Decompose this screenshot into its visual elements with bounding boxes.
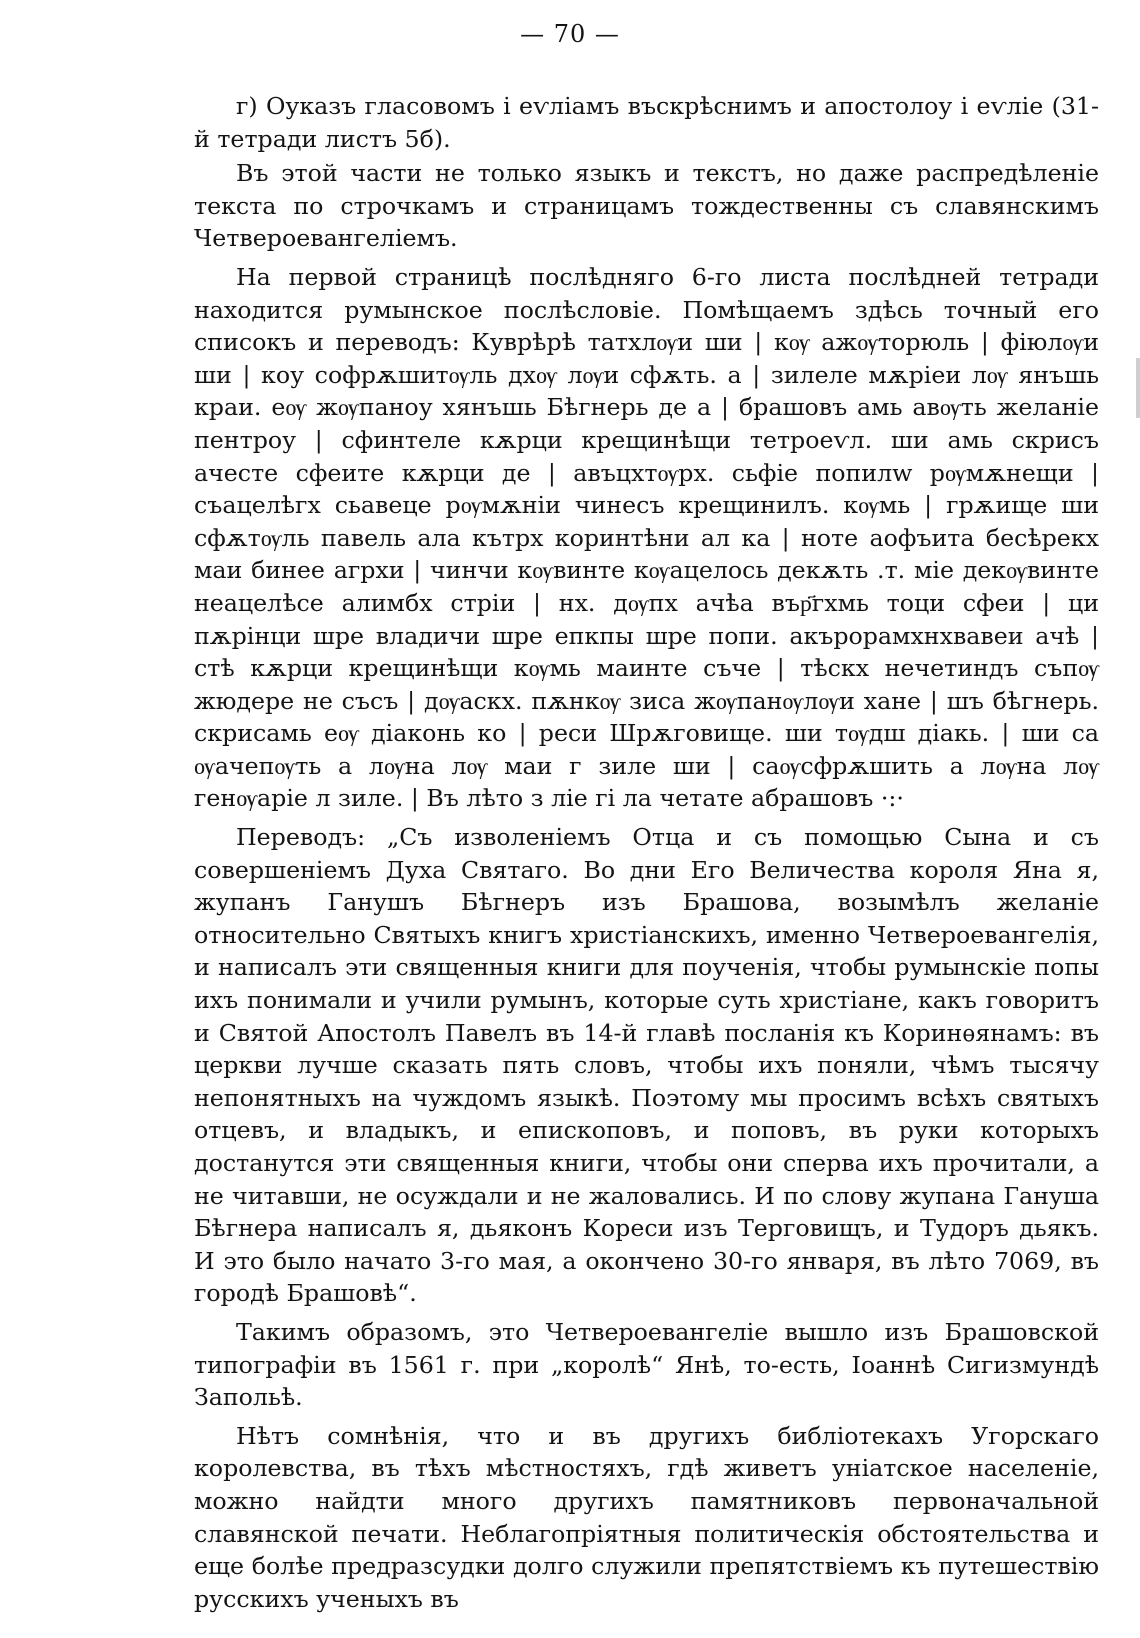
paragraph-language-note: Въ этой части не только языкъ и текстъ, но даже распредѣленіе текста по строчкамъ и страницамъ тождественны съ славянскимъ Четвероевангеліемъ. <box>194 159 1099 253</box>
paragraph-translation: Переводъ: „Съ изволеніемъ Отца и съ помощью Сына и съ совершеніемъ Духа Святаго. Во дни Его Величества короля Яна я, жупанъ Ганушъ Бѣгнеръ изъ Брашова, возымѣлъ желаніе относительно Святыхъ книгъ христіанскихъ, именно Четвероевангелія, и написалъ эти священныя книги для поученія, чтобы румынскіе попы ихъ понимали и учили румынъ, которые суть христіане, какъ говоритъ и Святой Апостолъ Павелъ въ 14-й главѣ посланія къ Коринѳянамъ: въ церкви лучше сказать пять словъ, чтобы ихъ поняли, чѣмъ тысячу непонятныхъ на чуждомъ языкѣ. Поэтому мы просимъ всѣхъ святыхъ отцевъ, и владыкъ, и епископовъ, и поповъ, въ руки которыхъ достанутся эти священныя книги, чтобы они сперва ихъ прочитали, а не читавши, не осуждали и не жаловались. И по слову жупана Гануша Бѣгнера написалъ я, дьяконъ Кореси изъ Терговищъ, и Тудоръ дьякъ. И это было начато 3-го мая, а окончено 30-го января, въ лѣто 7069, въ городѣ Брашовѣ“. <box>194 823 1099 1308</box>
paragraph-conclusion: Такимъ образомъ, это Четвероевангеліе вышло изъ Брашовской типографіи въ 1561 г. при „королѣ“ Янѣ, то-есть, Іоаннѣ Сигизмундѣ Запольѣ. <box>194 1317 1099 1412</box>
page-number: — 70 — <box>520 20 620 48</box>
edge-mark <box>1136 358 1140 418</box>
paragraph-romanian-afterword: На первой страницѣ послѣдняго 6-го листа послѣдней тетради находится румынское послѣсловіе. Помѣщаемъ здѣсь точный его списокъ и переводъ: Куврѣрѣ татхлѹи ши | кѹ ажѹторюль | фіюлѹи ши | коу софрѫшитѹль дхѹ лѹи сфѫть. а | зилеле мѫріеи лѹ янъшь краи. еѹ жѹпаноу хянъшь Бѣгнерь де а | брашовъ амь авѹть желаніе пентроу | сфинтеле кѫрци крещинѣщи тетроеѵл. ши амь скрисъ ачесте сфеите кѫрци де | авъцхтѹрх. сьфіе попилw рѹмѫнещи | съацелѣгх сьавеце рѹмѫніи чинесъ крещинилъ. кѹмь | грѫище ши сфѫтѹль павель ала кътрх коринтѣни ал ка | ноте аофъита бесѣрекх маи бинее агрхи | чинчи кѹвинте кѹацелось декѫть .т. міе декѹвинте неацелѣсе алимбх стріи | нх. дѹпх ачѣа вър҃гхмь тоци сфеи | ци пѫрінци шре владичи шре епкпы шре попи. акърорамхнхвавеи ачѣ | стѣ кѫрци крещинѣщи кѹмь маинте съче | тѣскх нечетиндъ съпѹ жюдере не съсъ | дѹаскх. пѫнкѹ зиса жѹпанѹлѹи хане | шъ бѣгнерь. скрисамь еѹ діаконь ко | реси Шрѫговище. ши тѹдш діакь. | ши са ѹачепѹть а лѹна лѹ маи г зиле ши | саѹсфрѫшить а лѹна лѹ генѹаріе л зиле. | Въ лѣто з ліе гі ла четате абрашовъ ·:· <box>194 262 1099 813</box>
paragraph-other-libraries: Нѣтъ сомнѣнія, что и въ другихъ библіотекахъ Угорскаго королевства, въ тѣхъ мѣстностяхъ, гдѣ живетъ уніатское населеніе, можно найдти много другихъ памятниковъ первоначальной славянской печати. Неблагопріятныя политическія обстоятельства и еще болѣе предразсудки долго служили препятствіемъ къ путешествію русскихъ ученыхъ въ <box>194 1421 1099 1613</box>
body-text <box>194 90 1099 1615</box>
paragraph-ukaz: г) Оуказъ гласовомъ і еѵліамъ въскрѣснимъ и апостолоу і еѵліе (31-й тетради листъ 5б). <box>194 92 1099 153</box>
